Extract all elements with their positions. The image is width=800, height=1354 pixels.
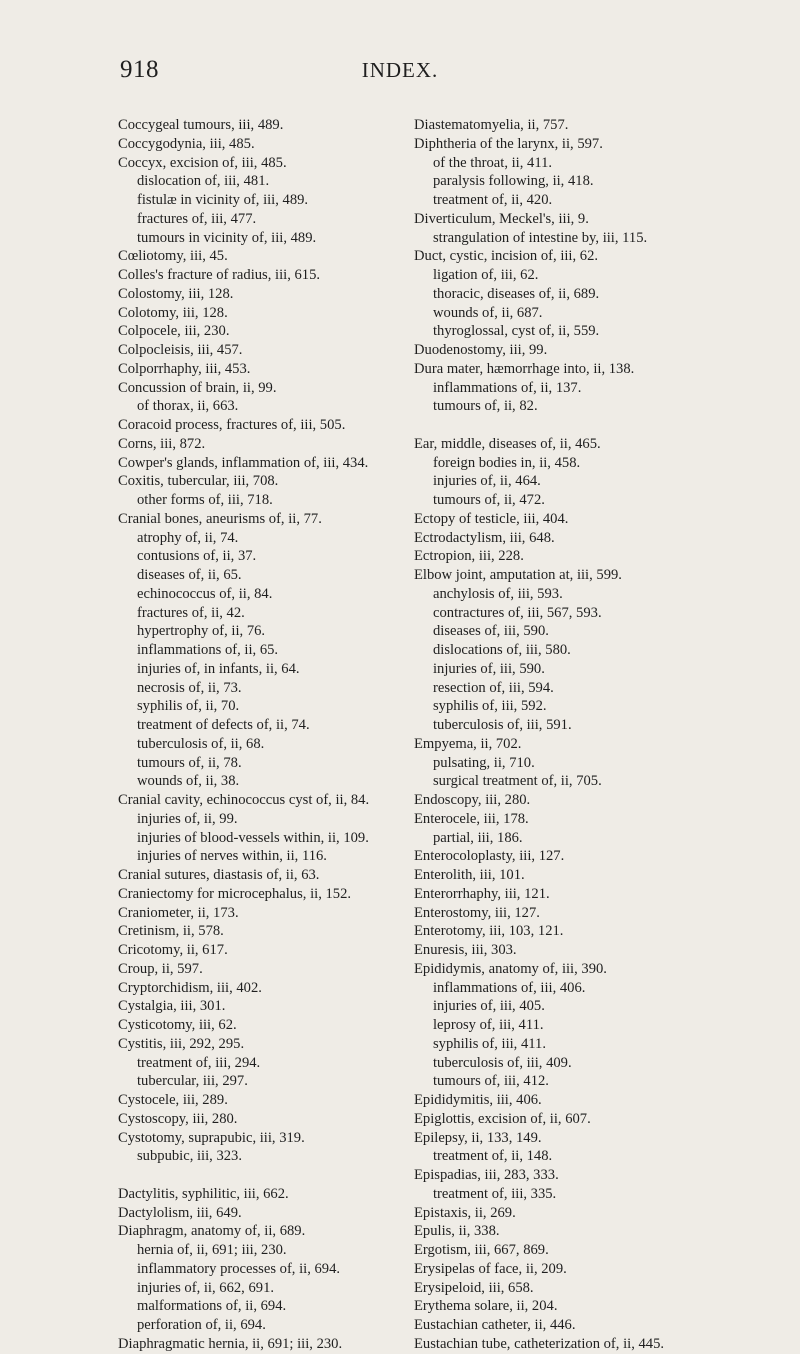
index-subentry: injuries of, ii, 464. [433, 473, 541, 490]
index-entry: Empyema, ii, 702. [414, 735, 522, 752]
index-subentry: foreign bodies in, ii, 458. [433, 454, 581, 471]
index-entry: Coccyx, excision of, iii, 485. [118, 154, 287, 171]
letter-section-gap [414, 416, 714, 435]
index-entry: Dura mater, hæmorrhage into, ii, 138. [414, 360, 635, 377]
index-entry: Cryptorchidism, iii, 402. [118, 979, 262, 996]
index-entry: Cretinism, ii, 578. [118, 923, 224, 940]
index-subentry: of the throat, ii, 411. [433, 154, 553, 171]
index-entry: Craniometer, ii, 173. [118, 904, 239, 921]
index-subentry: ligation of, iii, 62. [433, 267, 539, 283]
index-subentry: surgical treatment of, ii, 705. [433, 773, 602, 790]
index-entry: Cystitis, iii, 292, 295. [118, 1035, 245, 1052]
index-subentry: thoracic, diseases of, ii, 689. [433, 285, 600, 302]
index-entry: Dactylitis, syphilitic, iii, 662. [118, 1185, 289, 1202]
index-subentry: echinococcus of, ii, 84. [137, 585, 273, 602]
index-subentry: injuries of, iii, 405. [433, 998, 545, 1015]
index-subentry: hernia of, ii, 691; iii, 230. [137, 1242, 287, 1258]
index-subentry: atrophy of, ii, 74. [137, 529, 239, 546]
index-subentry: dislocations of, iii, 580. [433, 642, 571, 658]
index-entry: Ectrodactylism, iii, 648. [414, 529, 555, 546]
index-entry: Cœliotomy, iii, 45. [118, 248, 228, 265]
index-subentry: tumours of, ii, 78. [137, 754, 242, 771]
index-subentry: necrosis of, ii, 73. [137, 679, 242, 696]
index-subentry: leprosy of, iii, 411. [433, 1017, 544, 1033]
index-entry: Craniectomy for microcephalus, ii, 152. [118, 885, 352, 902]
index-entry: Enuresis, iii, 303. [414, 942, 517, 958]
index-subentry: tumours in vicinity of, iii, 489. [137, 229, 317, 246]
index-entry: Erythema solare, ii, 204. [414, 1298, 558, 1315]
index-entry: Epiglottis, excision of, ii, 607. [414, 1110, 591, 1127]
index-subentry: tumours of, ii, 82. [433, 398, 538, 415]
index-subentry: injuries of nerves within, ii, 116. [137, 848, 327, 865]
index-entry: Colpocleisis, iii, 457. [118, 342, 243, 358]
index-subentry: inflammatory processes of, ii, 694. [137, 1260, 341, 1277]
index-subentry: thyroglossal, cyst of, ii, 559. [433, 323, 600, 340]
index-entry: Coccygeal tumours, iii, 489. [118, 117, 284, 133]
index-entry: Diverticulum, Meckel's, iii, 9. [414, 210, 589, 227]
index-entry: Coracoid process, fractures of, iii, 505. [118, 417, 346, 433]
index-entry: Cystalgia, iii, 301. [118, 998, 226, 1015]
index-entry: Elbow joint, amputation at, iii, 599. [414, 567, 622, 583]
index-subentry: resection of, iii, 594. [433, 679, 554, 696]
index-entry: Coxitis, tubercular, iii, 708. [118, 473, 279, 490]
index-subentry: partial, iii, 186. [433, 829, 523, 846]
index-entry: Enterorrhaphy, iii, 121. [414, 885, 550, 902]
index-subentry: anchylosis of, iii, 593. [433, 585, 563, 602]
index-entry: Epispadias, iii, 283, 333. [414, 1167, 559, 1183]
index-entry: Cowper's glands, inflammation of, iii, 434. [118, 454, 369, 471]
index-subentry: tuberculosis of, iii, 591. [433, 717, 572, 733]
index-subentry: tubercular, iii, 297. [137, 1073, 248, 1090]
index-entry: Cystoscopy, iii, 280. [118, 1110, 238, 1127]
index-entry: Cranial sutures, diastasis of, ii, 63. [118, 867, 320, 883]
index-subentry: of thorax, ii, 663. [137, 398, 239, 415]
index-entry: Colpocele, iii, 230. [118, 323, 230, 340]
index-subentry: contusions of, ii, 37. [137, 548, 257, 565]
index-entry: Endoscopy, iii, 280. [414, 792, 531, 808]
index-entry: Ergotism, iii, 667, 869. [414, 1242, 549, 1258]
index-subentry: pulsating, ii, 710. [433, 754, 535, 771]
index-entry: Cysticotomy, iii, 62. [118, 1017, 237, 1033]
index-subentry: tuberculosis of, iii, 409. [433, 1054, 572, 1071]
index-entry: Colles's fracture of radius, iii, 615. [118, 267, 321, 283]
index-entry: Colostomy, iii, 128. [118, 285, 234, 302]
index-entry: Duct, cystic, incision of, iii, 62. [414, 248, 599, 265]
index-subentry: syphilis of, iii, 592. [433, 698, 547, 715]
index-entry: Duodenostomy, iii, 99. [414, 342, 548, 358]
index-entry: Epilepsy, ii, 133, 149. [414, 1129, 542, 1146]
index-subentry: perforation of, ii, 694. [137, 1317, 266, 1333]
index-subentry: hypertrophy of, ii, 76. [137, 623, 266, 640]
page-number: 918 [120, 56, 159, 83]
index-entry: Enterostomy, iii, 127. [414, 904, 540, 921]
index-subentry: malformations of, ii, 694. [137, 1298, 287, 1315]
index-subentry: treatment of, ii, 148. [433, 1148, 553, 1165]
index-entry: Epulis, ii, 338. [414, 1223, 500, 1240]
index-subentry: inflammations of, ii, 65. [137, 642, 279, 658]
index-subentry: paralysis following, ii, 418. [433, 173, 594, 190]
index-entry: Colporrhaphy, iii, 453. [118, 360, 251, 377]
index-subentry: wounds of, ii, 38. [137, 773, 240, 790]
index-entry: Diaphragmatic hernia, ii, 691; iii, 230. [118, 1335, 343, 1352]
index-subentry: syphilis of, ii, 70. [137, 698, 240, 715]
index-subentry: injuries of, iii, 590. [433, 660, 545, 677]
index-entry: Ectopy of testicle, iii, 404. [414, 510, 569, 527]
index-subentry: treatment of, iii, 335. [433, 1185, 557, 1202]
index-entry: Concussion of brain, ii, 99. [118, 379, 277, 396]
index-subentry: strangulation of intestine by, iii, 115. [433, 229, 648, 246]
index-entry: Croup, ii, 597. [118, 960, 203, 977]
index-subentry: treatment of, iii, 294. [137, 1054, 261, 1071]
index-subentry: syphilis of, iii, 411. [433, 1035, 546, 1052]
index-subentry: treatment of defects of, ii, 74. [137, 717, 310, 733]
index-entry: Diaphragm, anatomy of, ii, 689. [118, 1223, 306, 1240]
index-subentry: inflammations of, ii, 137. [433, 379, 582, 396]
index-entry: Cranial bones, aneurisms of, ii, 77. [118, 510, 322, 527]
index-entry: Diphtheria of the larynx, ii, 597. [414, 135, 603, 152]
index-subentry: treatment of, ii, 420. [433, 192, 553, 208]
index-subentry: dislocation of, iii, 481. [137, 173, 270, 190]
index-entry: Enterolith, iii, 101. [414, 867, 525, 883]
index-entry: Coccygodynia, iii, 485. [118, 135, 255, 152]
index-subentry: tumours of, ii, 472. [433, 492, 545, 508]
index-entry: Cystocele, iii, 289. [118, 1092, 228, 1108]
index-entry: Enterotomy, iii, 103, 121. [414, 923, 564, 940]
index-entry: Epistaxis, ii, 269. [414, 1204, 516, 1221]
index-entry: Enterocele, iii, 178. [414, 810, 529, 827]
index-entry: Epididymitis, iii, 406. [414, 1092, 542, 1108]
page-title: INDEX. [361, 58, 439, 82]
index-entry: Dactylolism, iii, 649. [118, 1204, 242, 1221]
index-entry: Eustachian tube, catheterization of, ii, 445. [414, 1335, 665, 1352]
index-entry: Ectropion, iii, 228. [414, 548, 524, 565]
index-subentry: injuries of, ii, 662, 691. [137, 1279, 275, 1296]
index-subentry: tuberculosis of, ii, 68. [137, 735, 265, 752]
index-subentry: contractures of, iii, 567, 593. [433, 604, 602, 621]
index-column-left [118, 116, 398, 1354]
letter-section-gap [118, 1166, 398, 1185]
index-entry: Corns, iii, 872. [118, 435, 206, 452]
index-entry: Colotomy, iii, 128. [118, 304, 228, 321]
index-entry: Cranial cavity, echinococcus cyst of, ii, 84. [118, 792, 370, 808]
index-entry: Eustachian catheter, ii, 446. [414, 1317, 576, 1333]
index-subentry: injuries of blood-vessels within, ii, 109. [137, 829, 369, 846]
index-entry: Erysipeloid, iii, 658. [414, 1279, 534, 1296]
index-subentry: diseases of, iii, 590. [433, 623, 549, 640]
index-entry: Enterocoloplasty, iii, 127. [414, 848, 565, 865]
index-entry: Diastematomyelia, ii, 757. [414, 117, 569, 133]
index-entry: Epididymis, anatomy of, iii, 390. [414, 960, 607, 977]
index-subentry: injuries of, ii, 99. [137, 810, 238, 827]
index-subentry: inflammations of, iii, 406. [433, 979, 586, 996]
index-column-right [414, 116, 714, 1354]
page-header [0, 56, 800, 86]
index-entry: Ear, middle, diseases of, ii, 465. [414, 435, 601, 452]
index-subentry: fistulæ in vicinity of, iii, 489. [137, 192, 309, 208]
index-entry: Cystotomy, suprapubic, iii, 319. [118, 1129, 305, 1146]
index-entry: Erysipelas of face, ii, 209. [414, 1260, 567, 1277]
index-subentry: other forms of, iii, 718. [137, 492, 273, 508]
index-subentry: subpubic, iii, 323. [137, 1148, 242, 1165]
index-subentry: fractures of, ii, 42. [137, 604, 245, 621]
index-subentry: diseases of, ii, 65. [137, 567, 242, 583]
index-subentry: fractures of, iii, 477. [137, 210, 257, 227]
index-subentry: injuries of, in infants, ii, 64. [137, 660, 300, 677]
index-entry: Cricotomy, ii, 617. [118, 942, 228, 958]
index-subentry: wounds of, ii, 687. [433, 304, 543, 321]
index-subentry: tumours of, iii, 412. [433, 1073, 549, 1090]
